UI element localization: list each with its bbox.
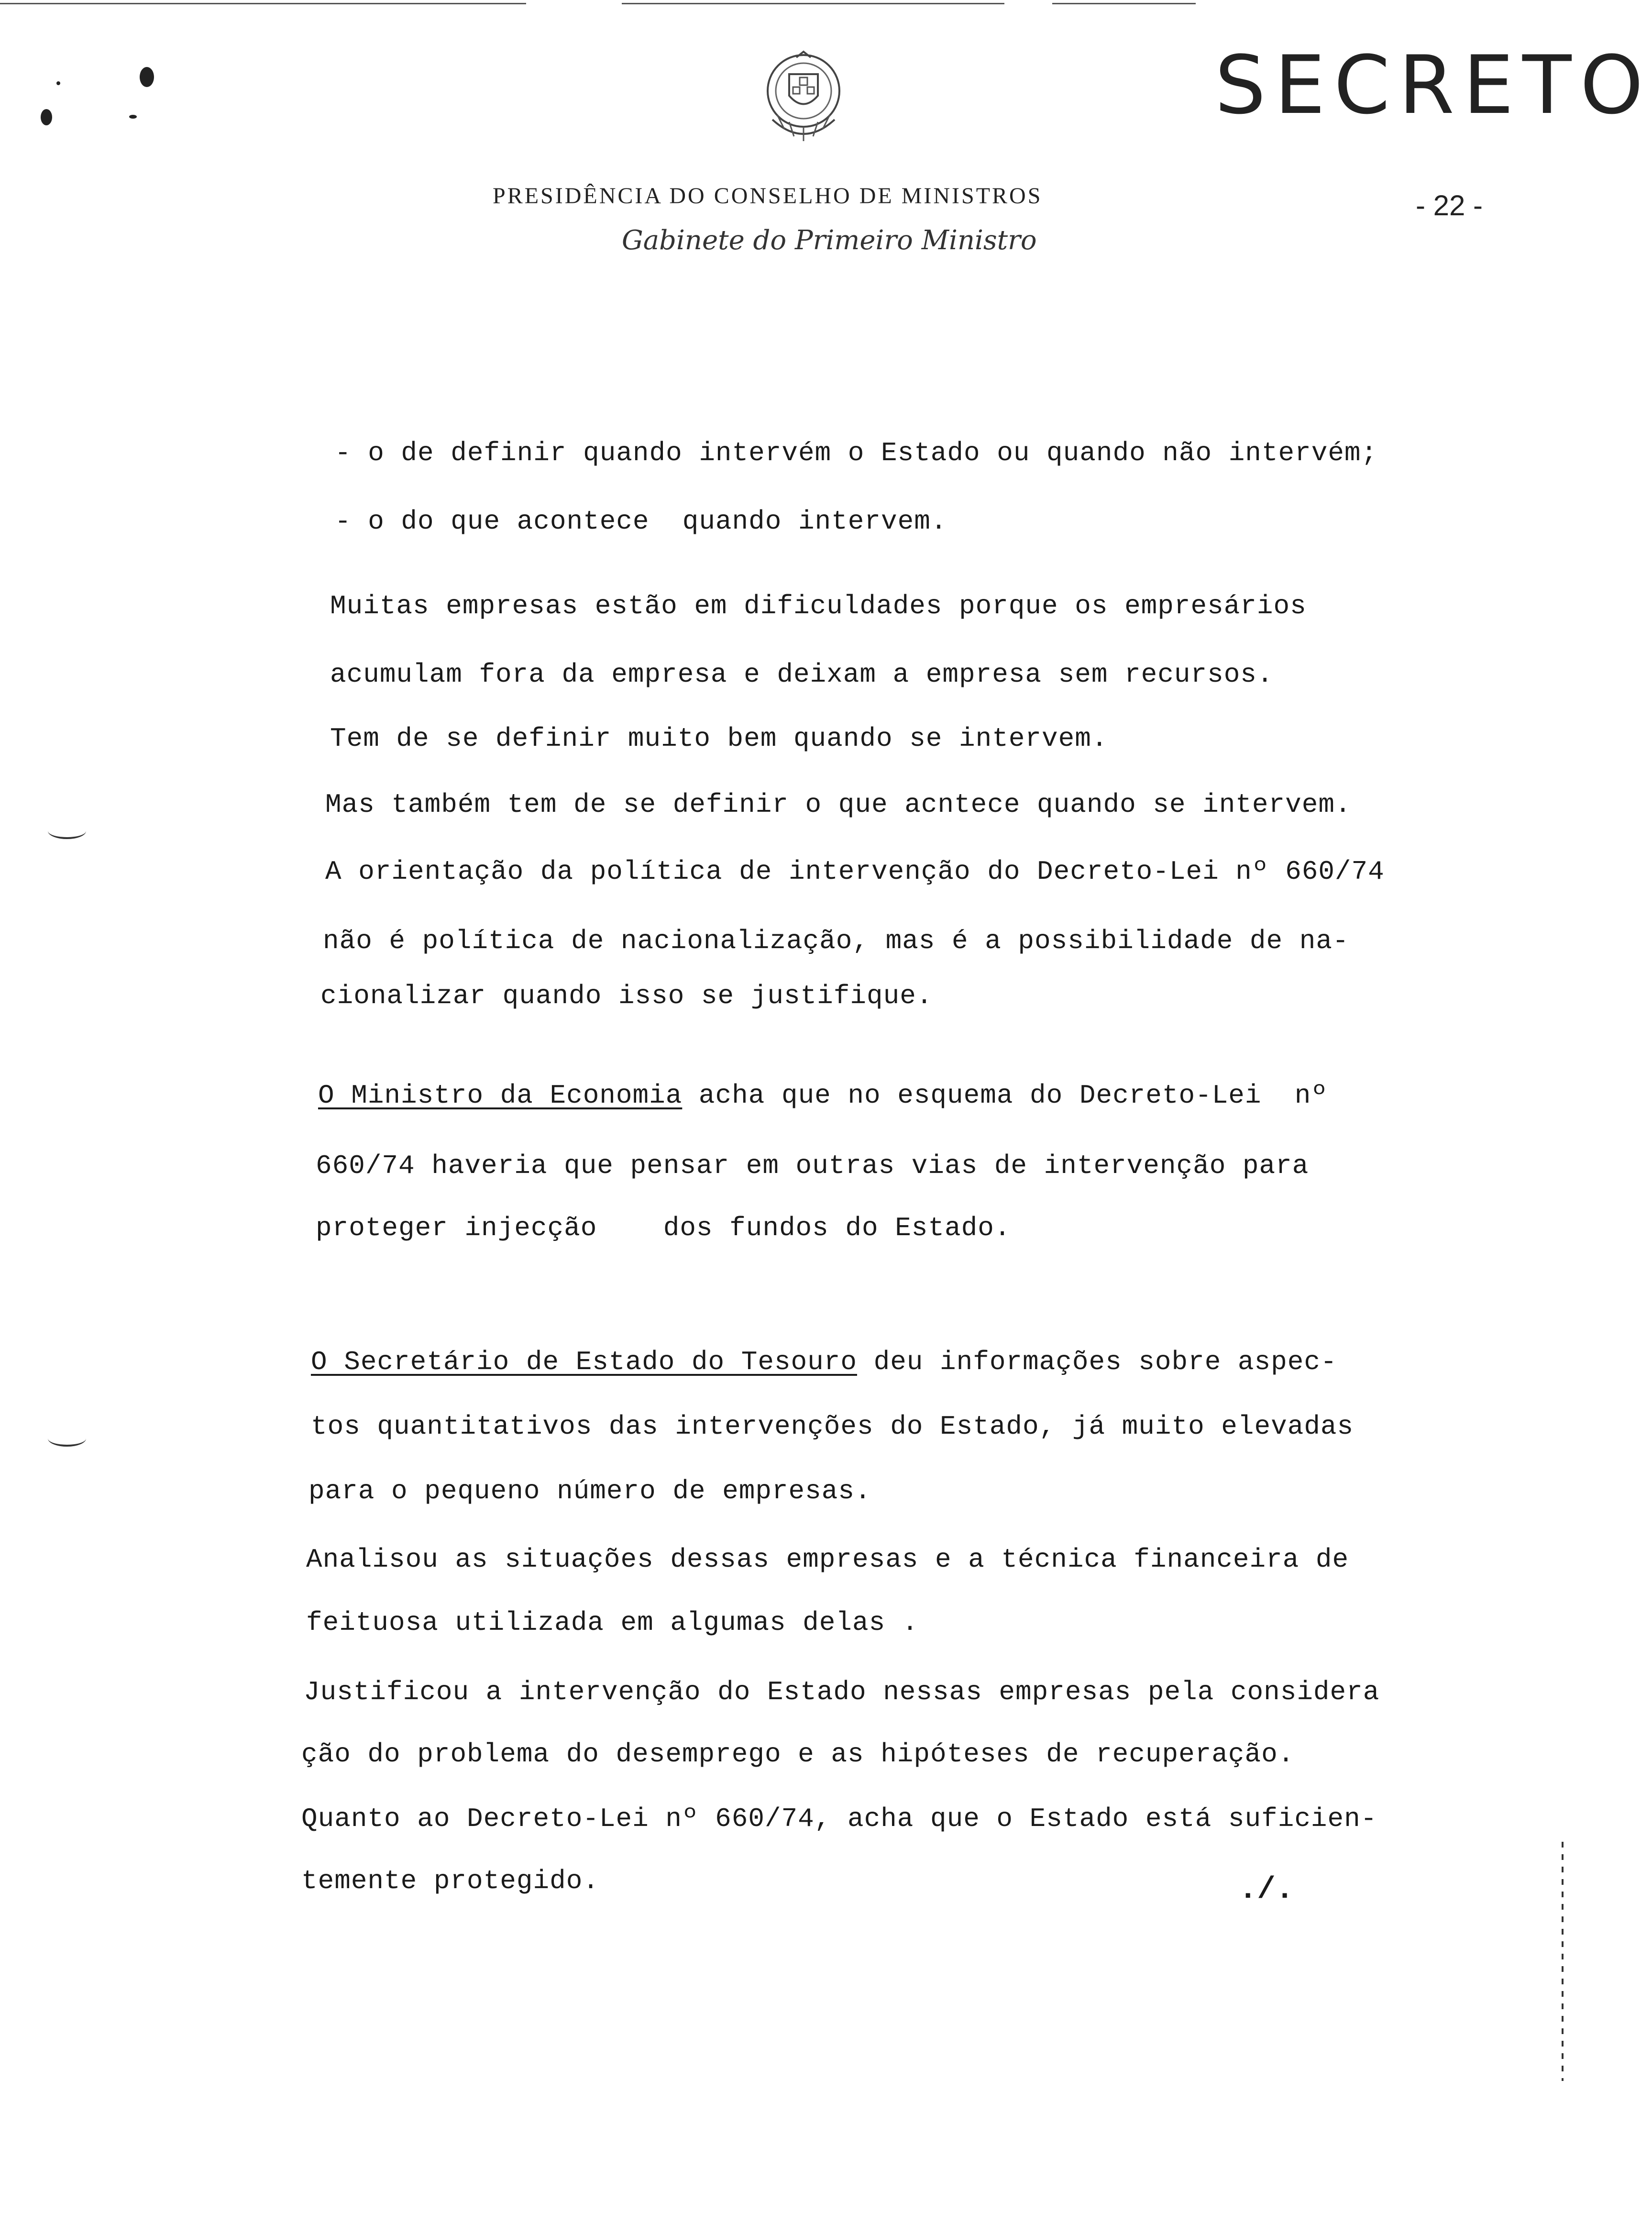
body-line: cionalizar quando isso se justifique. [320, 981, 933, 1011]
economy-line1-text: acha que no esquema do Decreto-Lei nº [682, 1080, 1328, 1111]
body-line: Muitas empresas estão em dificuldades porque os empresários [330, 591, 1307, 621]
speaker-economy-minister: O Ministro da Economia [318, 1080, 683, 1111]
treasury-paragraph-line: temente protegido. [301, 1866, 599, 1896]
body-line: não é política de nacionalização, mas é a possibilidade de na- [323, 926, 1349, 956]
treasury-paragraph-line: Quanto ao Decreto-Lei nº 660/74, acha que o Estado está suficien- [301, 1803, 1377, 1834]
treasury-paragraph-line: tos quantitativos das intervenções do Estado, já muito elevadas [311, 1411, 1354, 1442]
page-number: - 22 - [1416, 189, 1483, 221]
treasury-paragraph-line [311, 1347, 1337, 1377]
body-line: acumulam fora da empresa e deixam a empresa sem recursos. [330, 659, 1274, 690]
economy-paragraph-line [318, 1080, 1328, 1111]
treasury-paragraph-line: Justificou a intervenção do Estado nessas empresas pela considera [304, 1677, 1380, 1707]
treasury-paragraph-line: Analisou as situações dessas empresas e a técnica financeira de [306, 1544, 1349, 1575]
body-line: Tem de se definir muito bem quando se intervem. [330, 723, 1108, 754]
scan-edge-line [622, 3, 1004, 4]
scan-edge-dash [1562, 1842, 1564, 2081]
speaker-treasury-secretary: O Secretário de Estado do Tesouro [311, 1347, 857, 1377]
body-line: A orientação da política de intervenção do Decreto-Lei nº 660/74 [325, 856, 1385, 887]
scan-speck [56, 81, 60, 85]
scan-speck [140, 67, 154, 87]
treasury-paragraph-line: para o pequeno número de empresas. [308, 1476, 871, 1506]
treasury-paragraph-line: ção do problema do desemprego e as hipóteses de recuperação. [301, 1739, 1295, 1770]
coat-of-arms-seal-icon [751, 48, 856, 158]
header-subtitle: Gabinete do Primeiro Ministro [622, 225, 1037, 256]
classification-stamp: SECRETO [1215, 38, 1652, 132]
header-title: PRESIDÊNCIA DO CONSELHO DE MINISTROS [493, 183, 1043, 209]
treasury-paragraph-line: feituosa utilizada em algumas delas . [306, 1607, 919, 1638]
continuation-mark: ./. [1239, 1873, 1294, 1907]
economy-paragraph-line: proteger injecção dos fundos do Estado. [316, 1213, 1011, 1243]
body-line: Mas também tem de se definir o que acntece quando se intervem. [325, 789, 1352, 820]
scan-speck [41, 109, 52, 125]
body-line: - o de definir quando intervém o Estado ou quando não intervém; [335, 438, 1378, 468]
economy-paragraph-line: 660/74 haveria que pensar em outras vias de intervenção para [316, 1151, 1309, 1181]
body-line: - o do que acontece quando intervem. [335, 506, 947, 537]
scan-arc-mark [48, 1430, 86, 1447]
scan-arc-mark [48, 823, 86, 839]
scan-edge-line [1052, 3, 1196, 4]
scan-speck [129, 115, 137, 119]
treasury-line1-text: deu informações sobre aspec- [857, 1347, 1337, 1377]
scan-edge-line [0, 3, 526, 4]
